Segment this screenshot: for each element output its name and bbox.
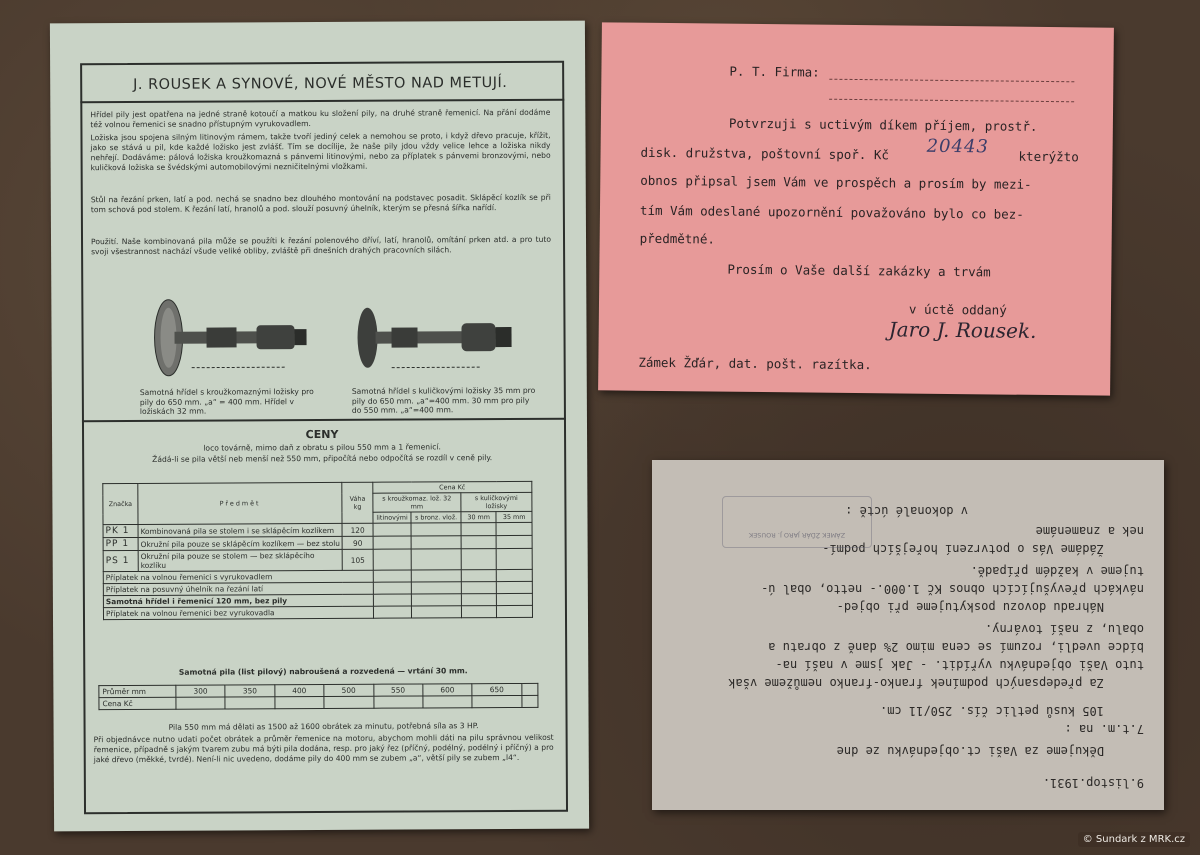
row-weight: 90 (342, 536, 372, 549)
row-item: Kombinovaná pila se stolem i se sklápěcím kozlíkem (138, 523, 342, 537)
dotted-line (829, 79, 1074, 83)
diameter-cell: 350 (225, 685, 274, 697)
card-line: Děkujeme za Vaši ct.objednávku ze dne (836, 744, 1104, 758)
dotted-line (829, 99, 1074, 103)
price-leaflet (50, 21, 589, 832)
card-line: Potvrzuji s uctivým díkem příjem, prostř. (728, 115, 1038, 134)
card-line: v úctě oddaný (908, 301, 1007, 318)
row-code: PK 1 (103, 524, 138, 537)
prices-subtitle: loco továrně, mimo daň z obratu s pilou 550 mm a 1 řemenicí. (203, 442, 441, 453)
table-row (103, 605, 532, 619)
diameter-cell: 500 (324, 684, 373, 696)
prices-heading: CENY (305, 427, 339, 442)
header-cast: litinovými (373, 512, 412, 523)
row-code: PS 1 (103, 550, 138, 571)
row-extra: Příplatek na posuvný úhelník na řezání latí (103, 582, 373, 595)
price-table (102, 481, 533, 620)
card-line: Zámek Žďár, dat. pošt. razítka. (638, 354, 872, 373)
pink-confirmation-card (598, 22, 1114, 395)
card-line: Žádáme Vás o potvrzení hořejších podmí- (822, 542, 1104, 556)
header-weight: Váha kg (342, 482, 373, 523)
table-row (99, 695, 538, 709)
upside-down-text-block (652, 460, 1164, 810)
diameter-cell: 650 (472, 683, 521, 695)
row-extra: Samotná hřídel i řemenicí 120 mm, bez pily (103, 594, 373, 607)
diameter-cell: 550 (373, 684, 422, 696)
diameter-cell: 400 (275, 684, 324, 696)
caption-ring-bearing: Samotná hřídel s kroužkomaznými ložisky pro pily do 650 mm. „a“ = 400 mm. Hřídel v ložiskách 32 mm. (139, 387, 314, 416)
card-line: tuto Vaši objednávku vyřídit. - Jak jsme v naší na- (775, 658, 1144, 672)
footnote-rpm: Pila 550 mm má dělati as 1500 až 1600 obrátek za minutu, potřebná síla as 3 HP. (168, 721, 479, 732)
header-ball: s kuličkovými ložisky (461, 492, 532, 511)
row-item: Okružní pila pouze se stolem — bez sklápěcího kozlíku (138, 549, 343, 571)
saw-size-table (98, 683, 538, 710)
saw-blade-line: Samotná pila (list pilový) nabroušená a rozvedená — vrtání 30 mm. (178, 666, 468, 677)
header-item: Předmět (138, 482, 343, 524)
card-line: kterýžto (1018, 148, 1079, 165)
handwritten-amount: 20443 (926, 135, 990, 158)
header-price: Cena Kč (373, 481, 532, 493)
row-extra: Příplatek na volnou řemenici bez vyrukovadla (103, 606, 373, 619)
card-line: obalu, z naší továrny. (985, 622, 1144, 636)
row-weight: 105 (343, 549, 374, 570)
card-line: předmětné. (639, 230, 716, 247)
diameter-label: Průměr mm (99, 685, 176, 697)
paragraph-usage: Použití. Naše kombinovaná pila může se použíti k řezání polenového dříví, latí, hranolů, omítání prken atd. a pro tuto svoji všestrannost nachází všude veliké obliby, zvláště při dnešních drahých pracovních silách. (91, 234, 552, 257)
signature: Jaro J. Rousek. (888, 317, 1037, 343)
diameter-cell: 600 (423, 684, 472, 696)
grey-letter-card (652, 460, 1164, 810)
card-line: Náhradu dovozu poskytujeme při objed- (836, 600, 1104, 614)
card-line: v dokonalé úctě : (845, 504, 968, 518)
card-line: obnos připsal jsem Vám ve prospěch a prosím by mezi- (640, 172, 1032, 192)
header-bronze: s bronz. vlož. (411, 512, 461, 523)
card-line: tím Vám odeslané upozornění považováno bylo co bez- (639, 202, 1024, 222)
row-extra: Příplatek na volnou řemenici s vyrukovadlem (103, 570, 373, 583)
table-row (103, 548, 532, 571)
card-line: Prosím o Vaše další zakázky a trvám (727, 261, 991, 280)
header-ring: s kroužkomaz. lož. 32 mm (373, 493, 461, 512)
card-line: návkách převyšujících obnos Kč 1.000.- netto, obal ú- (761, 582, 1144, 596)
photo-credit: © Sundark z MRK.cz (1078, 832, 1190, 847)
footnote-ordering: Při objednávce nutno udati počet obrátek a průměr řemenice na motoru, abychom mohli dáti na pilu správnou velikost řemenice, případně s jakým tvarem zubu má býti pila dodána, resp. pro jaký řez (příčný, podélný, podélný i příčný) a pro jaké dřevo (měkké, tvrdé). Není-li nic uvedeno, dodáme pily do 400 mm se zubem „a“, větší pily se zubem „l4“. (93, 732, 554, 765)
paragraph-shaft: Hřídel pily jest opatřena na jedné straně kotoučí a matkou ku složení pily, na druhé straně řemenicí. Na přání dodáme též volnou řemenici se snadno přístupným vyrukovadlem. (90, 107, 551, 130)
leaflet-title: J. ROUSEK A SYNOVÉ, NOVÉ MĚSTO NAD METUJÍ. (133, 75, 508, 93)
card-line: Za předepsaných podmínek franko-franko nemůžeme však (728, 676, 1104, 690)
paragraph-bearings: Ložiska jsou spojena silným litinovým rámem, takže tvoří jediný celek a nemohou se proto, i když dřevo pracuje, křížit, jako se stává u pil, kde každé ložisko jest zvlášť. Tím se docílije, že naše pily jdou vždy velice lehce a ložiska nikdy nehřejí. Dodáváme: pálová ložiska kroužkomazná s pánvemi litinovými, nebo za příplatek s pánvemi bronzovými, nebo kuličková ložiska se švédskými automobilovými nezničitelnými vložkami. (90, 130, 551, 173)
header-30: 30 mm (461, 512, 497, 523)
diameter-cell: 300 (176, 685, 225, 697)
card-line: 105 kusů petlic čís. 250/11 cm. (880, 704, 1104, 718)
card-line: P. T. Firma: (729, 63, 820, 80)
card-line: disk. družstva, poštovní spoř. Kč (640, 144, 890, 163)
card-line: 7.t.m. na : (1064, 722, 1144, 736)
header-code: Značka (103, 483, 138, 524)
row-item: Okružní pila pouze se sklápěcím kozlíkem — bez stolu (138, 536, 342, 550)
prices-note: Žádá-li se pila větší neb menší než 550 mm, připočítá nebo odpočítá se rozdíl v ceně pily. (152, 453, 493, 464)
card-line: tujeme v každém případě. (970, 564, 1144, 578)
card-line: bídce uvedli, rozumí se cena mimo 2% daně z obratu a (768, 640, 1144, 654)
shaft-ring-bearing-illustration (146, 297, 326, 378)
faint-stamp: ZÁMEK ŽĎÁR JARO J. ROUSEK (722, 496, 872, 548)
caption-ball-bearing: Samotná hřídel s kuličkovými ložisky 35 mm pro pily do 650 mm. „a“=400 mm. 30 mm pro pily do 550 mm. „a“=400 mm. (351, 385, 536, 415)
paragraph-table: Stůl na řezání prken, latí a pod. nechá se snadno bez dlouhého montování na podstavec posadit. Sklápěcí kozlík se při tom schová pod stolem. K řezání latí, hranolů a pod. slouží posuvný úhelník, kterým se přesná šířka nařídí. (90, 192, 551, 215)
header-35: 35 mm (496, 511, 532, 522)
card-date: 9.listop.1931. (1042, 776, 1144, 790)
shaft-ball-bearing-illustration (351, 301, 531, 382)
row-code: PP 1 (103, 537, 138, 550)
row-weight: 120 (342, 523, 372, 536)
card-line: nek a znamenáme (1035, 524, 1144, 538)
price-label: Cena Kč (99, 697, 176, 709)
